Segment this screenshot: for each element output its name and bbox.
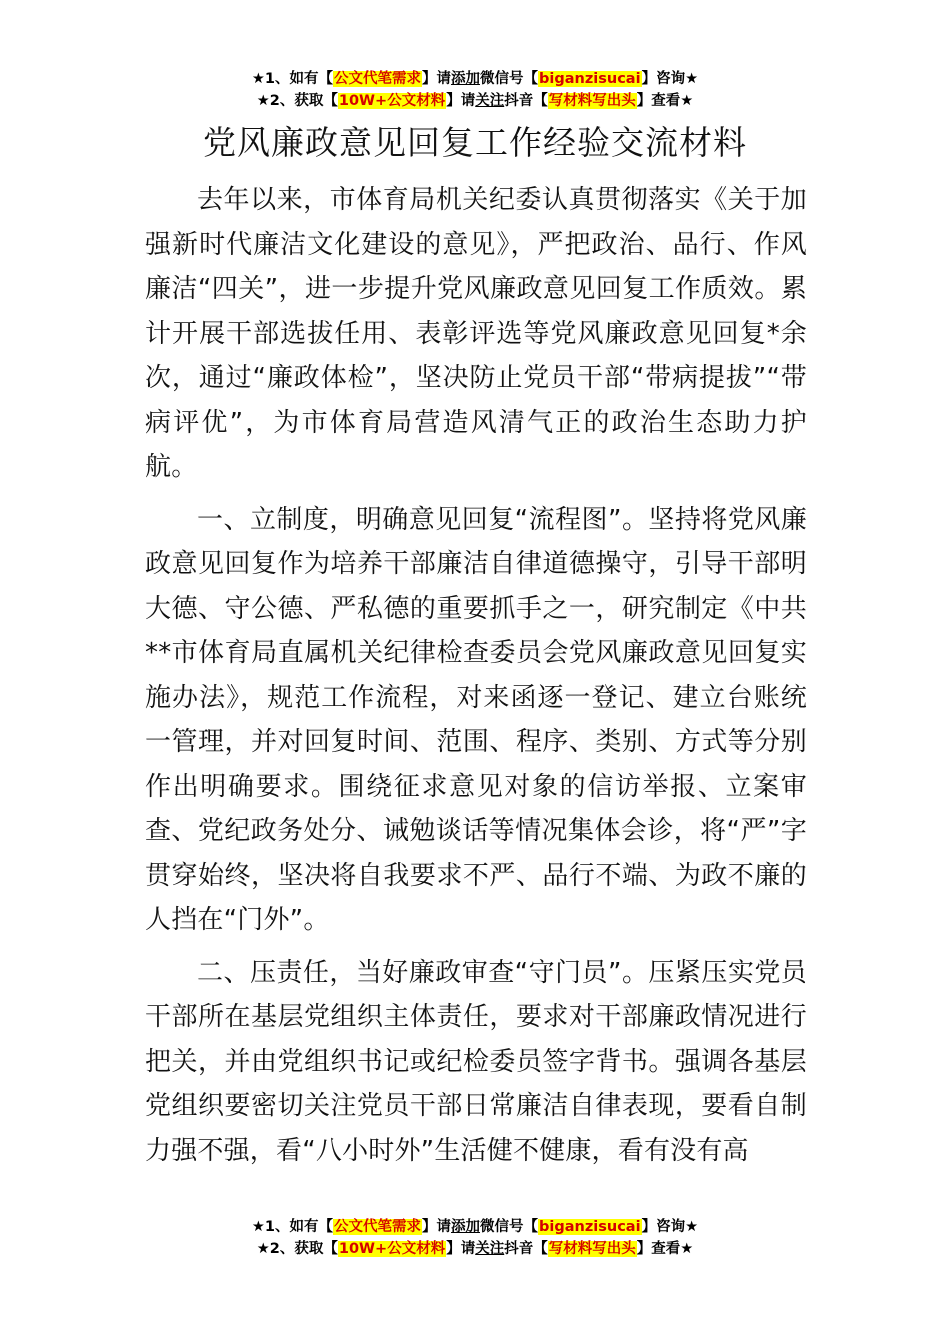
- document-title: 党风廉政意见回复工作经验交流材料: [203, 123, 747, 162]
- banner-underlined: 添加: [451, 1219, 481, 1235]
- banner-underlined: 关注: [475, 93, 505, 109]
- banner-line-2: [0, 90, 950, 112]
- banner-text: 微信号【: [480, 71, 539, 87]
- banner-text: 】查看★: [636, 93, 694, 109]
- banner-highlight: 10W+公文材料: [338, 1241, 446, 1257]
- banner-text: ★1、如有【: [251, 71, 334, 87]
- banner-text: ★1、如有【: [251, 1219, 334, 1235]
- banner-highlight: biganzisucai: [539, 71, 641, 87]
- banner-line-2: [0, 1238, 950, 1260]
- banner-text: 】请: [446, 93, 476, 109]
- banner-highlight: biganzisucai: [539, 1219, 641, 1235]
- body-paragraph: 一、立制度，明确意见回复“流程图”。坚持将党风廉政意见回复作为培养干部廉洁自律道德操守，引导干部明大德、守公德、严私德的重要抓手之一，研究制定《中共**市体育局直属机关纪律检查委员会党风廉政意见回复实施办法》，规范工作流程，对来函逐一登记、建立台账统一管理，并对回复时间、范围、程序、类别、方式等分别作出明确要求。围绕征求意见对象的信访举报、立案审查、党纪政务处分、诫勉谈话等情况集体会诊，将“严”字贯穿始终，坚决将自我要求不严、品行不端、为政不廉的人挡在“门外”。: [145, 504, 807, 935]
- banner-line-1: [0, 68, 950, 90]
- banner-text: 】请: [422, 1219, 452, 1235]
- body-paragraph: 二、压责任，当好廉政审查“守门员”。压紧压实党员干部所在基层党组织主体责任，要求对干部廉政情况进行把关，并由党组织书记或纪检委员签字背书。强调各基层党组织要密切关注党员干部日常廉洁自律表现，要看自制力强不强，看“八小时外”生活健不健康，看有没有高: [145, 957, 807, 1166]
- banner-line-1: [0, 1216, 950, 1238]
- banner-underlined: 添加: [451, 71, 481, 87]
- document-body: [145, 178, 807, 1181]
- banner-text: 微信号【: [480, 1219, 539, 1235]
- banner-text: 】请: [422, 71, 452, 87]
- banner-highlight: 公文代笔需求: [334, 1219, 422, 1235]
- banner-text: ★2、获取【: [256, 93, 338, 109]
- banner-highlight: 10W+公文材料: [338, 93, 446, 109]
- body-paragraph: 去年以来，市体育局机关纪委认真贯彻落实《关于加强新时代廉洁文化建设的意见》，严把政治、品行、作风廉洁“四关”，进一步提升党风廉政意见回复工作质效。累计开展干部选拔任用、表彰评选等党风廉政意见回复*余次，通过“廉政体检”，坚决防止党员干部“带病提拔”“带病评优”，为市体育局营造风清气正的政治生态助力护航。: [145, 185, 807, 482]
- banner-text: 】查看★: [636, 1241, 694, 1257]
- banner-text: 】请: [446, 1241, 476, 1257]
- banner-highlight: 写材料写出头: [548, 93, 636, 109]
- banner-text: 抖音【: [504, 1241, 548, 1257]
- banner-highlight: 公文代笔需求: [334, 71, 422, 87]
- banner-text: 抖音【: [504, 93, 548, 109]
- banner-highlight: 写材料写出头: [548, 1241, 636, 1257]
- banner-text: 】咨询★: [641, 71, 699, 87]
- footer-banner: [0, 1216, 950, 1260]
- banner-text: 】咨询★: [641, 1219, 699, 1235]
- banner-text: ★2、获取【: [256, 1241, 338, 1257]
- header-banner: [0, 68, 950, 112]
- banner-underlined: 关注: [475, 1241, 505, 1257]
